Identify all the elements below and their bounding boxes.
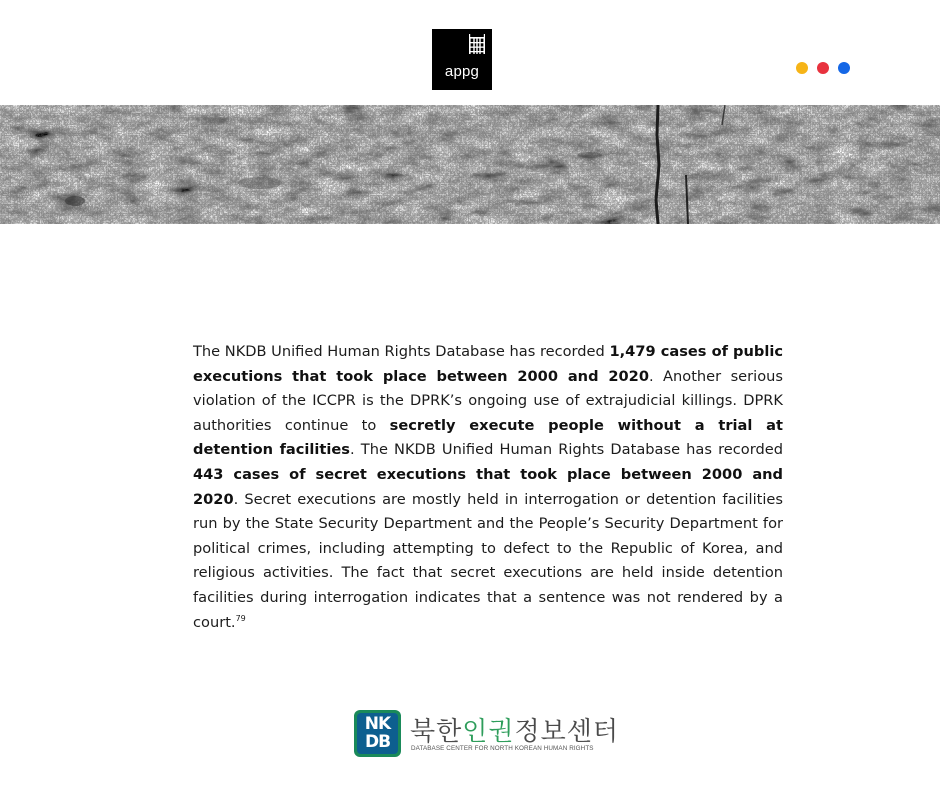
bold-highlight-secret-execute: secretly execute people without a trial at detention facilities [193, 416, 783, 459]
portcullis-icon [468, 34, 486, 56]
header [0, 0, 940, 105]
nkdb-mark-line1: NK [364, 714, 391, 734]
nkdb-mark-icon [354, 710, 401, 757]
text-segment: . Another serious violation of the ICCPR is the DPRK’s ongoing use of extrajudicial killings. DPRK authorities continue to [193, 367, 783, 434]
nkdb-korean-name: 북한인권정보센터 [410, 717, 619, 747]
appg-logo-text: appg [444, 63, 480, 80]
blue-dot-icon [838, 62, 850, 74]
text-segment: The NKDB Unified Human Rights Database has recorded [193, 343, 610, 360]
text-segment: . Secret executions are mostly held in interrogation or detention facilities run by the State Security Department and the People’s Security Department for political crimes, including attempting to defect to the Republic of Korea, and religious activities. The fact that secret executions are held inside detention facilities during interrogation indicates that a sentence was not rendered by a court. [193, 490, 783, 631]
yellow-dot-icon [796, 62, 808, 74]
bold-highlight-secret-executions: 443 cases of secret executions that took place between 2000 and 2020 [193, 465, 783, 508]
footnote-marker[interactable]: 79 [235, 613, 246, 623]
menu-dots[interactable] [796, 62, 850, 75]
bold-highlight-public-executions: 1,479 cases of public executions that took place between 2000 and 2020 [193, 343, 783, 385]
nkdb-footer-logo[interactable] [354, 710, 619, 760]
red-dot-icon [817, 62, 829, 74]
text-segment: . The NKDB Unified Human Rights Database has recorded [350, 441, 783, 459]
body-paragraph [193, 340, 783, 635]
nkdb-english-name: DATABASE CENTER FOR NORTH KOREAN HUMAN RIGHTS [411, 745, 594, 752]
concrete-banner-image [0, 105, 940, 224]
appg-logo[interactable] [432, 29, 492, 90]
nkdb-mark-line2: DB [364, 732, 391, 752]
